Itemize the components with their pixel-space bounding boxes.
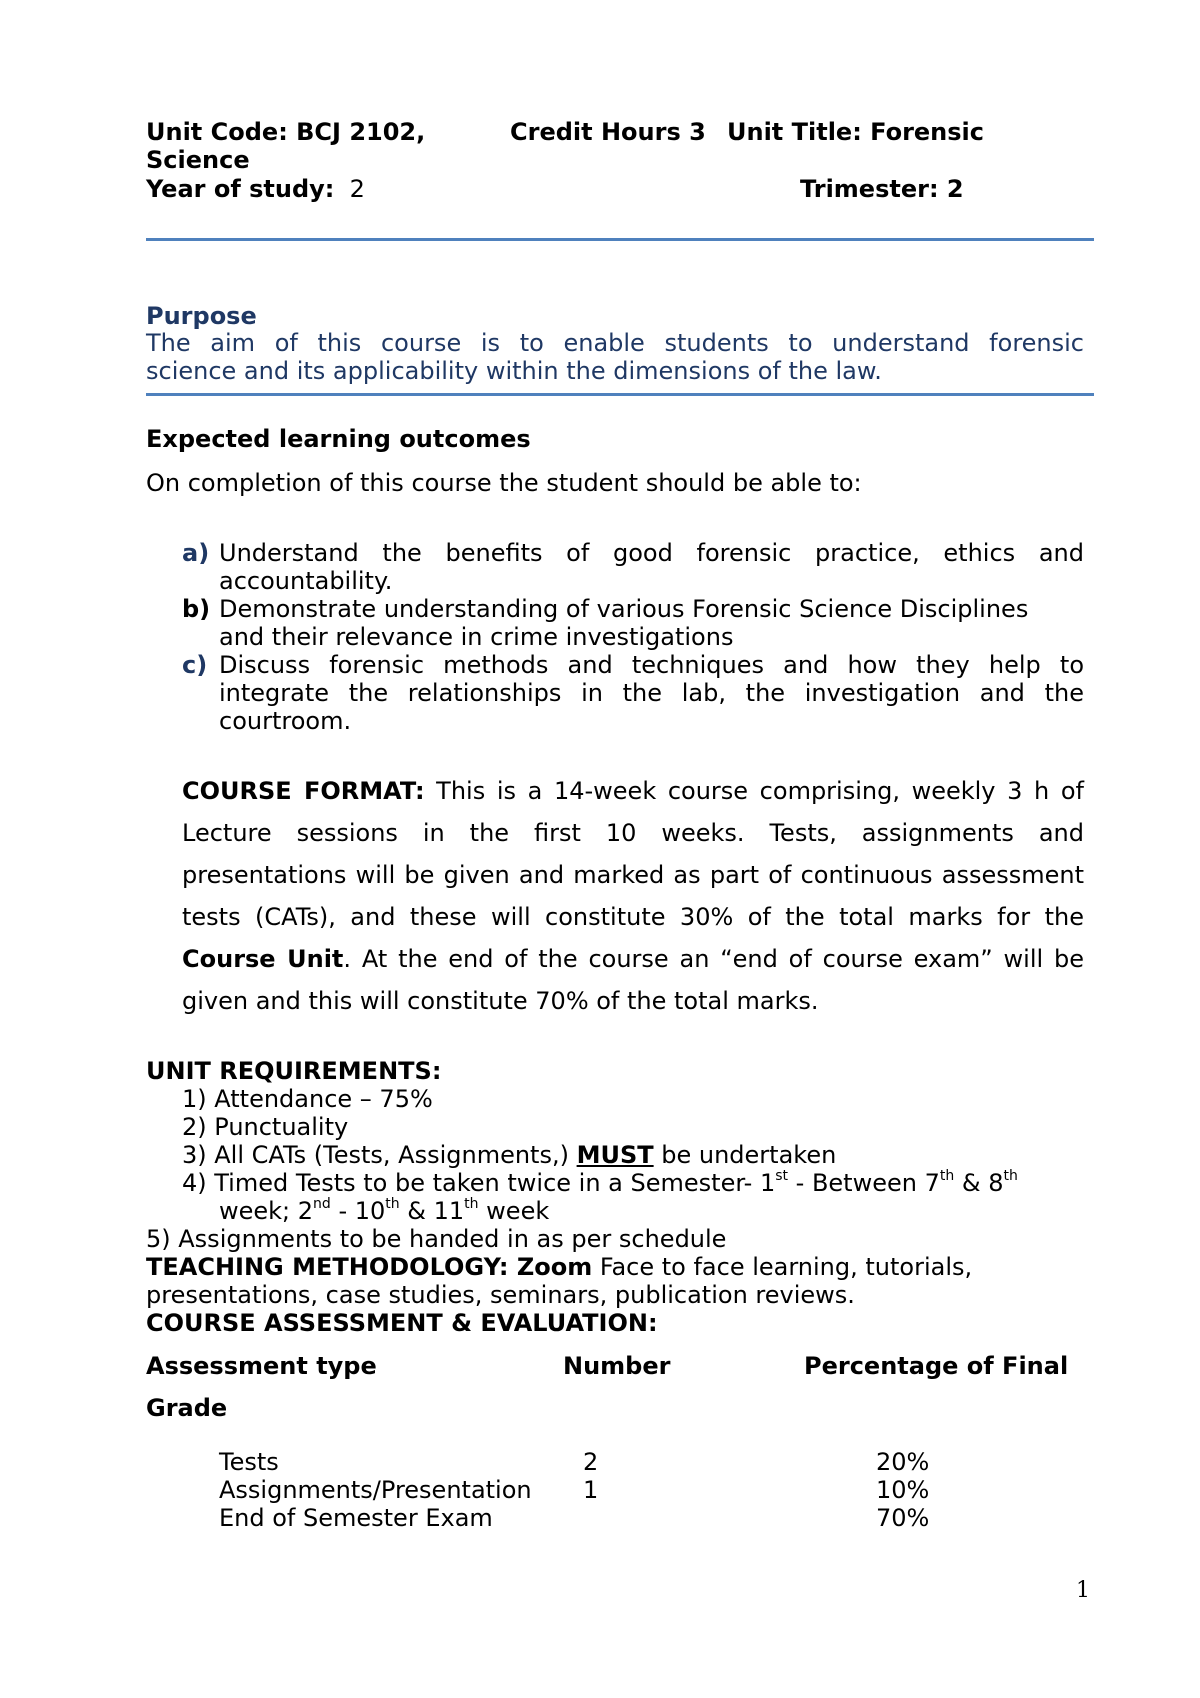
requirement-3: [182, 1141, 836, 1169]
req4-text-d: week; 2: [219, 1197, 314, 1225]
assessment-row-exam-type: End of Semester Exam: [219, 1504, 493, 1532]
outcomes-intro: On completion of this course the student should be able to:: [146, 469, 862, 497]
format-line-1: [182, 777, 1084, 805]
assessment-heading: COURSE ASSESSMENT & EVALUATION:: [146, 1309, 658, 1337]
year-label: Year of study:: [146, 175, 335, 203]
format-line-2: Lecture sessions in the first 10 weeks. Tests, assignments and: [182, 819, 1084, 847]
requirement-2: 2) Punctuality: [182, 1113, 349, 1141]
requirement-4: [182, 1169, 1018, 1197]
requirement-4-cont: [219, 1197, 549, 1225]
outcomes-heading: Expected learning outcomes: [146, 425, 531, 453]
req4-text-a: 4) Timed Tests to be taken twice in a Semester- 1: [182, 1169, 776, 1197]
req4-sup-st: st: [775, 1168, 789, 1184]
outcome-b-line-2: and their relevance in crime investigations: [219, 623, 734, 651]
header-rule: [146, 238, 1094, 241]
format-label: COURSE FORMAT:: [182, 777, 425, 805]
req4-sup-nd: nd: [313, 1196, 331, 1212]
format-line-6: given and this will constitute 70% of the total marks.: [182, 987, 819, 1015]
assessment-row-tests-type: Tests: [219, 1448, 279, 1476]
format-course-unit: Course Unit: [182, 945, 344, 973]
requirement-5: 5) Assignments to be handed in as per schedule: [146, 1225, 727, 1253]
assessment-row-assignments-number: 1: [583, 1476, 599, 1504]
year-of-study: [146, 175, 365, 203]
requirement-3-pre: 3) All CATs (Tests, Assignments,): [182, 1141, 577, 1169]
outcome-a-line-1: Understand the benefits of good forensic practice, ethics and: [219, 539, 1084, 567]
methodology-label: TEACHING METHODOLOGY: Zoom: [146, 1253, 593, 1281]
requirement-3-must: MUST: [576, 1141, 654, 1169]
assessment-col-grade: Grade: [146, 1394, 228, 1422]
year-value: 2: [349, 175, 365, 203]
unit-title: Unit Title: Forensic: [727, 118, 985, 146]
outcome-c-line-1: Discuss forensic methods and techniques and how they help to: [219, 651, 1084, 679]
req4-text-e: - 10: [330, 1197, 386, 1225]
unit-code: Unit Code: BCJ 2102,: [146, 118, 426, 146]
outcome-a-marker: a): [182, 539, 210, 567]
assessment-row-assignments-percent: 10%: [876, 1476, 930, 1504]
req4-text-b: - Between 7: [788, 1169, 940, 1197]
assessment-row-tests-percent: 20%: [876, 1448, 930, 1476]
purpose-heading: Purpose: [146, 302, 257, 330]
requirement-1: 1) Attendance – 75%: [182, 1085, 433, 1113]
format-text-1: This is a 14-week course comprising, weekly 3 h of: [436, 777, 1084, 805]
req4-text-g: week: [478, 1197, 550, 1225]
outcome-c-marker: c): [182, 651, 208, 679]
req4-text-f: & 11: [399, 1197, 465, 1225]
unit-title-continued: Science: [146, 146, 250, 174]
purpose-rule: [146, 393, 1094, 396]
credit-hours: Credit Hours 3: [510, 118, 706, 146]
req4-sup-th4: th: [464, 1196, 479, 1212]
req4-sup-th2: th: [1003, 1168, 1018, 1184]
methodology-text-1: Face to face learning, tutorials,: [592, 1253, 973, 1281]
req4-sup-th3: th: [385, 1196, 400, 1212]
outcome-c-line-3: courtroom.: [219, 707, 352, 735]
requirements-heading: UNIT REQUIREMENTS:: [146, 1057, 442, 1085]
page-number: 1: [1076, 1578, 1090, 1603]
trimester: Trimester: 2: [800, 175, 964, 203]
format-text-5: . At the end of the course an “end of course exam” will be: [343, 945, 1084, 973]
outcome-b-line-1: Demonstrate understanding of various Forensic Science Disciplines: [219, 595, 1029, 623]
req4-sup-th1: th: [939, 1168, 955, 1184]
assessment-row-exam-percent: 70%: [876, 1504, 930, 1532]
assessment-row-assignments-type: Assignments/Presentation: [219, 1476, 532, 1504]
outcome-c-line-2: integrate the relationships in the lab, the investigation and the: [219, 679, 1084, 707]
req4-text-c: & 8: [954, 1169, 1004, 1197]
outcome-b-marker: b): [182, 595, 211, 623]
assessment-col-percent: Percentage of Final: [804, 1352, 1069, 1380]
purpose-line-1: The aim of this course is to enable students to understand forensic: [146, 329, 1084, 357]
requirement-3-post: be undertaken: [653, 1141, 837, 1169]
format-line-3: presentations will be given and marked as part of continuous assessment: [182, 861, 1084, 889]
assessment-col-type: Assessment type: [146, 1352, 377, 1380]
assessment-row-tests-number: 2: [583, 1448, 599, 1476]
methodology-line-2: presentations, case studies, seminars, publication reviews.: [146, 1281, 855, 1309]
format-line-5: [182, 945, 1084, 973]
assessment-col-number: Number: [563, 1352, 671, 1380]
methodology-line-1: [146, 1253, 972, 1281]
outcome-a-line-2: accountability.: [219, 567, 393, 595]
purpose-line-2: science and its applicability within the dimensions of the law.: [146, 357, 882, 385]
format-line-4: tests (CATs), and these will constitute 30% of the total marks for the: [182, 903, 1084, 931]
